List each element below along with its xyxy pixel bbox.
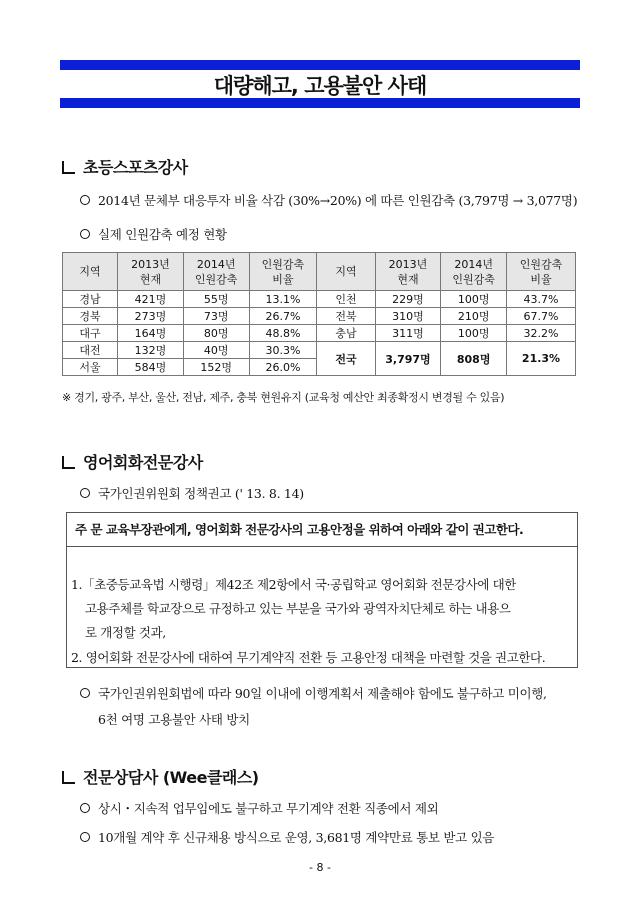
table-cell: 164명	[118, 325, 184, 342]
table-cell: 100명	[441, 291, 507, 308]
table-cell: 43.7%	[507, 291, 576, 308]
table-cell: 48.8%	[249, 325, 317, 342]
bullet-item: 상시・지속적 업무임에도 불구하고 무기계약 전환 직종에서 제외	[80, 799, 438, 817]
table-row	[63, 308, 576, 325]
table-row	[63, 342, 576, 359]
table-cell: 대구	[63, 325, 118, 342]
table-cell: 67.7%	[507, 308, 576, 325]
table-cell: 대전	[63, 342, 118, 359]
bullet-item: 2014년 문체부 대응투자 비율 삭감 (30%→20%) 에 따른 인원감축 (3,797명 → 3,077명)	[80, 191, 577, 209]
table-cell: 132명	[118, 342, 184, 359]
recommendation-item-1-cont: 고용주체를 학교장으로 규정하고 있는 부분을 국가와 광역자치단체로 하는 내용으	[85, 601, 511, 616]
table-cell: 210명	[441, 308, 507, 325]
table-header: 지역	[317, 253, 375, 291]
title-bar-top	[60, 60, 580, 70]
section-heading-counselor: 전문상담사 (Wee클래스)	[62, 765, 259, 788]
table-cell: 26.0%	[249, 359, 317, 376]
circle-bullet-icon	[80, 832, 90, 842]
section-heading-sports: 초등스포츠강사	[62, 155, 188, 178]
checkbox-square-icon	[62, 161, 75, 174]
table-cell: 13.1%	[249, 291, 317, 308]
bullet-item: 실제 인원감축 예정 현황	[80, 225, 227, 243]
table-cell: 80명	[183, 325, 249, 342]
table-cell: 311명	[375, 325, 441, 342]
recommendation-item-2: 2. 영어회화 전문강사에 대하여 무기계약직 전환 등 고용안정 대책을 마련할 것을 권고한다.	[71, 650, 546, 665]
table-cell: 229명	[375, 291, 441, 308]
table-total-cell: 21.3%	[507, 342, 576, 376]
reduction-table	[62, 252, 576, 376]
checkbox-square-icon	[62, 456, 75, 469]
table-header: 2014년 인원감축	[183, 253, 249, 291]
table-total-cell: 전국	[317, 342, 375, 376]
circle-bullet-icon	[80, 688, 90, 698]
recommendation-box	[66, 512, 578, 668]
bullet-continuation: 6천 여명 고용불안 사태 방치	[98, 712, 250, 727]
circle-bullet-icon	[80, 229, 90, 239]
table-cell: 100명	[441, 325, 507, 342]
table-cell: 55명	[183, 291, 249, 308]
table-cell: 전북	[317, 308, 375, 325]
table-cell: 421명	[118, 291, 184, 308]
table-cell: 40명	[183, 342, 249, 359]
table-total-cell: 808명	[441, 342, 507, 376]
table-row	[63, 325, 576, 342]
recommendation-item-1: 1.「초중등교육법 시행령」제42조 제2항에서 국·공립학교 영어회화 전문강사에 대한	[71, 577, 516, 592]
page-number: - 8 -	[309, 861, 331, 874]
table-total-cell: 3,797명	[375, 342, 441, 376]
bullet-item: 국가인권위원회 정책권고 (' 13. 8. 14)	[80, 484, 304, 502]
recommendation-item-1-cont: 로 개정할 것과,	[85, 625, 166, 640]
table-header: 2013년 현재	[118, 253, 184, 291]
bullet-item: 국가인권위원회법에 따라 90일 이내에 이행계획서 제출해야 함에도 불구하고 미이행,	[80, 684, 547, 702]
table-row	[63, 291, 576, 308]
table-cell: 310명	[375, 308, 441, 325]
table-cell: 584명	[118, 359, 184, 376]
circle-bullet-icon	[80, 803, 90, 813]
table-cell: 73명	[183, 308, 249, 325]
table-cell: 152명	[183, 359, 249, 376]
table-header: 2013년 현재	[375, 253, 441, 291]
bullet-item: 10개월 계약 후 신규채용 방식으로 운영, 3,681명 계약만료 통보 받고 있음	[80, 828, 494, 846]
table-cell: 인천	[317, 291, 375, 308]
table-header: 인원감축 비율	[507, 253, 576, 291]
circle-bullet-icon	[80, 195, 90, 205]
table-header-row	[63, 253, 576, 291]
table-header: 지역	[63, 253, 118, 291]
table-header: 인원감축 비율	[249, 253, 317, 291]
table-cell: 충남	[317, 325, 375, 342]
title-bar-bottom	[60, 98, 580, 108]
table-header: 2014년 인원감축	[441, 253, 507, 291]
recommendation-head: 주 문 교육부장관에게, 영어회화 전문강사의 고용안정을 위하여 아래와 같이 권고한다.	[67, 513, 577, 547]
table-cell: 경남	[63, 291, 118, 308]
page-title: 대량해고, 고용불안 사태	[213, 74, 427, 98]
checkbox-square-icon	[62, 771, 75, 784]
table-footnote: ※ 경기, 광주, 부산, 울산, 전남, 제주, 충북 현원유지 (교육청 예산안 최종확정시 변경될 수 있음)	[62, 391, 505, 404]
circle-bullet-icon	[80, 488, 90, 498]
section-heading-english: 영어회화전문강사	[62, 450, 203, 473]
table-cell: 26.7%	[249, 308, 317, 325]
table-cell: 30.3%	[249, 342, 317, 359]
table-cell: 32.2%	[507, 325, 576, 342]
table-cell: 273명	[118, 308, 184, 325]
table-cell: 경북	[63, 308, 118, 325]
table-cell: 서울	[63, 359, 118, 376]
